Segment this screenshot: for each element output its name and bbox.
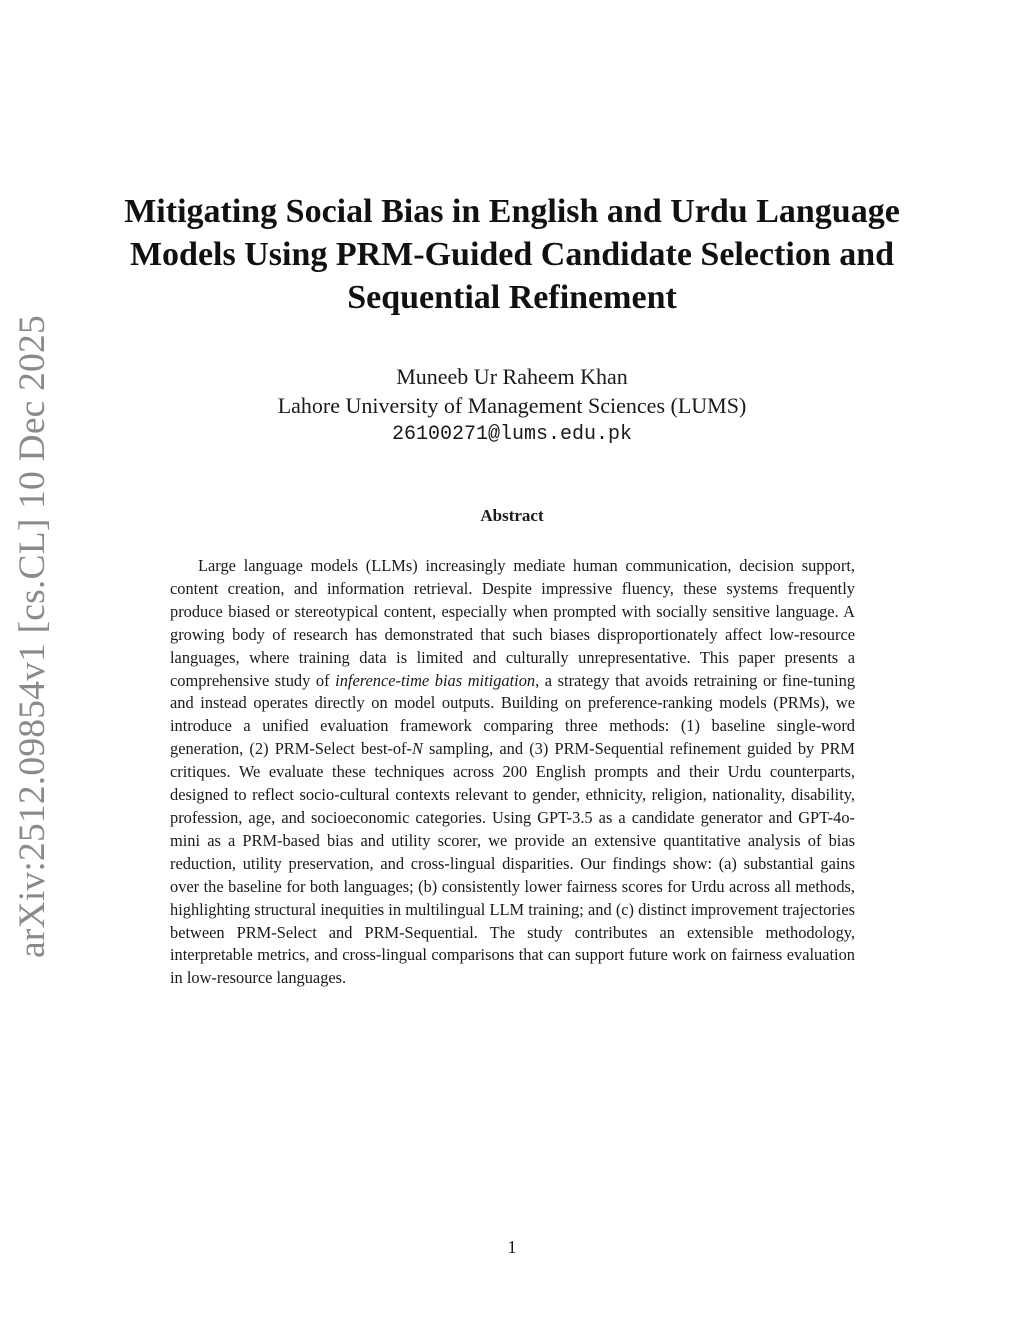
author-name: Muneeb Ur Raheem Khan xyxy=(396,364,628,389)
abstract-n-symbol: N xyxy=(411,739,423,759)
abstract-emphasis: inference-time bias mitigation xyxy=(335,670,536,690)
arxiv-identifier: arXiv:2512.09854v1 [cs.CL] 10 Dec 2025 xyxy=(12,315,53,958)
author-block xyxy=(112,362,912,449)
abstract-text-part-2: , a strategy that avoids retraining or fine-tuning and instead operates directly on model outputs. Building on preference-ranking models (PRMs), we introduce a unified evaluation framework comparing three methods: (1) baseline single-word generation, (2) PRM-Select best-of- xyxy=(170,670,856,759)
author-affiliation: Lahore University of Management Sciences (LUMS) xyxy=(277,393,747,418)
paper-title: Mitigating Social Bias in English and Urdu Language Models Using PRM-Guided Candidate Selection and Sequential Refinement xyxy=(124,193,900,316)
abstract-text-part-3: sampling, and (3) PRM-Sequential refinement guided by PRM critiques. We evaluate these techniques across 200 English prompts and their Urdu counterparts, designed to reflect socio-cultural contexts relevant to gender, ethnicity, religion, nationality, disability, profession, age, and socioeconomic categories. Using GPT-3.5 as a candidate generator and GPT-4o-mini as a PRM-based bias and utility scorer, we provide an extensive quantitative analysis of bias reduction, utility preservation, and cross-lingual disparities. Our findings show: (a) substantial gains over the baseline for both languages; (b) consistently lower fairness scores for Urdu across all methods, highlighting structural inequities in multilingual LLM training; and (c) distinct improvement trajectories between PRM-Select and PRM-Sequential. The study contributes an extensible methodology, interpretable metrics, and cross-lingual comparisons that can support future work on fairness evaluation in low-resource languages. xyxy=(170,739,855,988)
page-number: 1 xyxy=(507,1237,517,1257)
abstract-heading: Abstract xyxy=(480,506,544,525)
abstract-body xyxy=(170,555,855,990)
author-email: 26100271@lums.edu.pk xyxy=(391,423,633,446)
abstract-text-part-1: Large language models (LLMs) increasingly mediate human communication, decision support, content creation, and information retrieval. Despite impressive fluency, these systems frequently produce biased or stereotypical content, especially when prompted with socially sensitive language. A growing body of research has demonstrated that such biases disproportionately affect low-resource languages, where training data is limited and culturally unrepresentative. This paper presents a comprehensive study of xyxy=(170,556,855,690)
